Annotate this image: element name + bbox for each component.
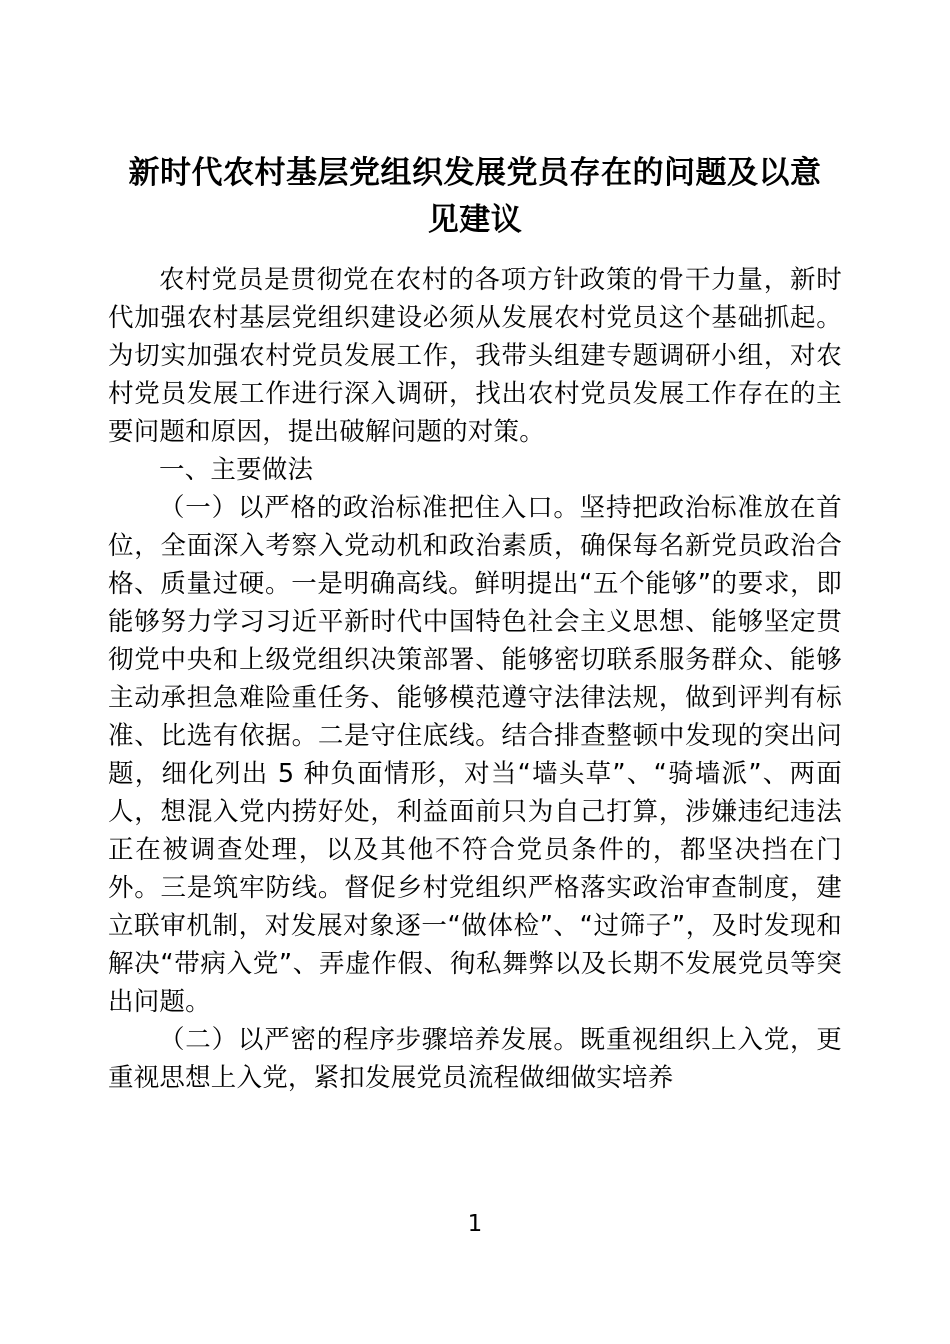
paragraph-4: （二）以严密的程序步骤培养发展。既重视组织上入党，更重视思想上入党，紧扣发展党员流程做细做实培养 [108, 1024, 842, 1093]
paragraph-3: （一）以严格的政治标准把住入口。坚持把政治标准放在首位，全面深入考察入党动机和政治素质，确保每名新党员政治合格、质量过硬。一是明确高线。鲜明提出“五个能够”的要求，即能够努力学习习近平新时代中国特色社会主义思想、能够坚定贯彻党中央和上级党组织决策部署、能够密切联系服务群众、能够主动承担急难险重任务、能够模范遵守法律法规，做到评判有标准、比选有依据。二是守住底线。结合排查整顿中发现的突出问题，细化列出 5 种负面情形，对当“墙头草”、“骑墙派”、两面人，想混入党内捞好处，利益面前只为自己打算，涉嫌违纪违法正在被调查处理，以及其他不符合党员条件的，都坚决挡在门外。三是筑牢防线。督促乡村党组织严格落实政治审查制度，建立联审机制，对发展对象逐一“做体检”、“过筛子”，及时发现和解决“带病入党”、弄虚作假、徇私舞弊以及长期不发展党员等突出问题。 [108, 493, 842, 1017]
paragraph-2-heading: 一、主要做法 [159, 455, 314, 486]
document-body [108, 262, 842, 1098]
page-title: 新时代农村基层党组织发展党员存在的问题及以意见建议 [128, 155, 822, 239]
paragraph-1: 农村党员是贯彻党在农村的各项方针政策的骨干力量，新时代加强农村基层党组织建设必须从发展农村党员这个基础抓起。为切实加强农村党员发展工作，我带头组建专题调研小组，对农村党员发展工作进行深入调研，找出农村党员发展工作存在的主要问题和原因，提出破解问题的对策。 [108, 265, 842, 448]
page-number: 1 [467, 1211, 483, 1237]
